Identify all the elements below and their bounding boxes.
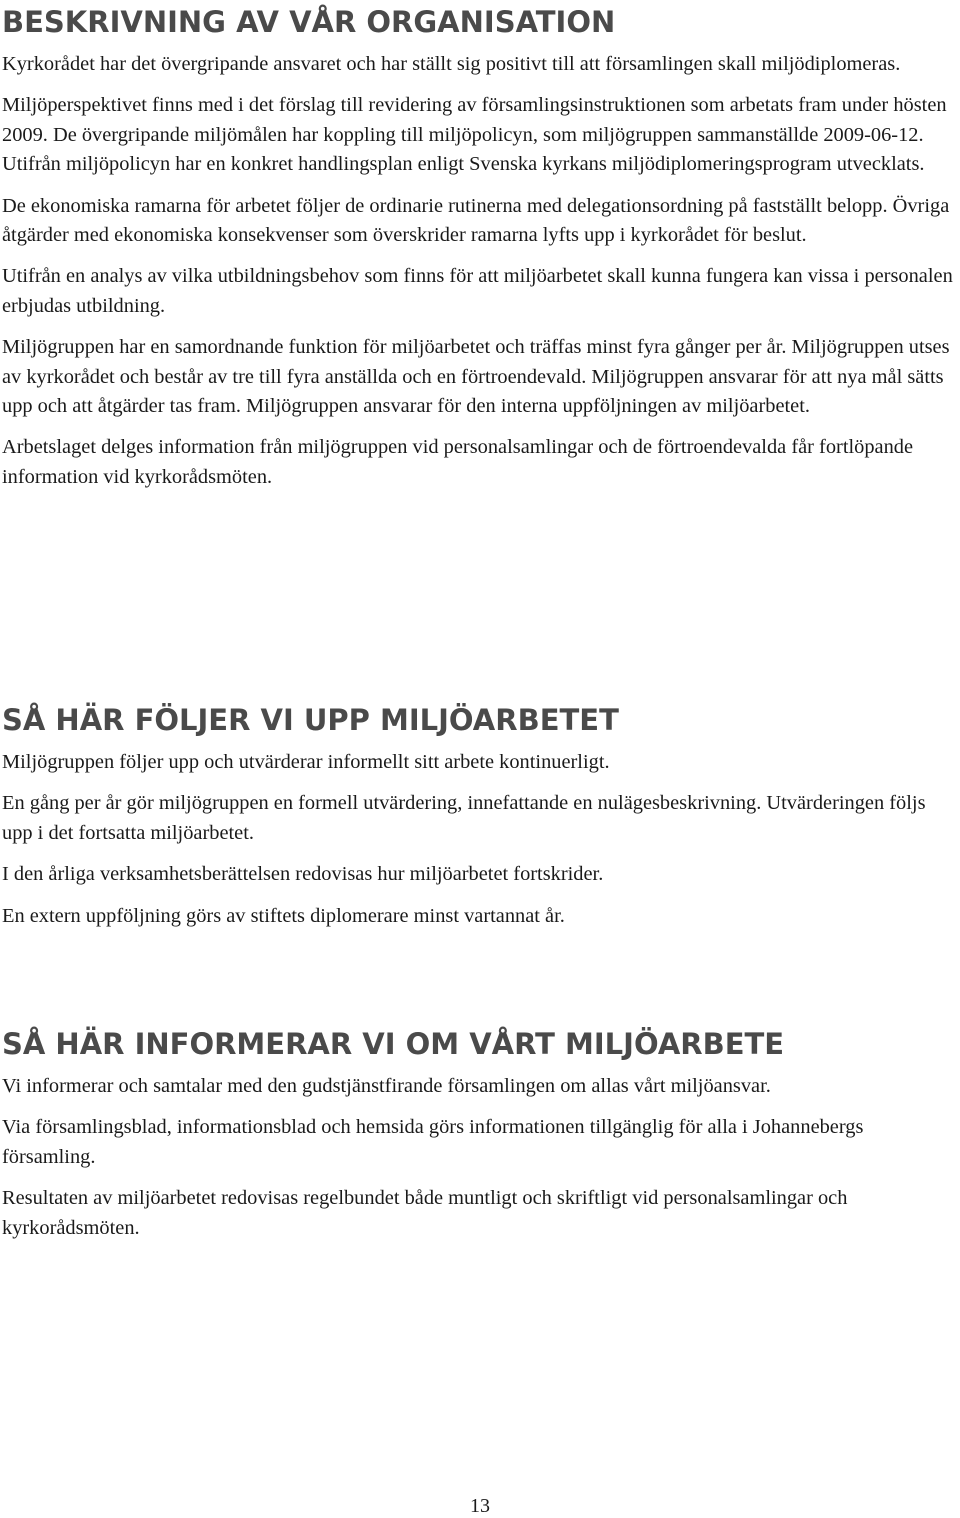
section-follow-up [2, 700, 957, 943]
paragraph: En extern uppföljning görs av stiftets diplomerare minst vartannat år. [2, 904, 565, 927]
page-number: 13 [470, 1495, 490, 1517]
paragraph: De ekonomiska ramarna för arbetet följer de ordinarie rutinerna med delegationsordning på fastställt belopp. Övriga åtgärder med ekonomiska konsekvenser som överskrider ramarna lyfts upp i kyrkorådet för beslut. [2, 194, 950, 247]
section-information [2, 1024, 957, 1255]
paragraph: Miljögruppen har en samordnande funktion för miljöarbetet och träffas minst fyra gånger per år. Miljögruppen utses av kyrkorådet och består av tre till fyra anställda och en förtroendevald. Miljögruppen ansvarar för att nya mål sätts upp och att åtgärder tas fram. Miljögruppen ansvarar för den interna uppföljningen av miljöarbetet. [2, 336, 950, 418]
paragraph: En gång per år gör miljögruppen en formell utvärdering, innefattande en nulägesbeskrivning. Utvärderingen följs upp i det fortsatta miljöarbetet. [2, 792, 926, 844]
paragraph: Miljögruppen följer upp och utvärderar informellt sitt arbete kontinuerligt. [2, 751, 610, 773]
paragraph: Arbetslaget delges information från miljögruppen vid personalsamlingar och de förtroendevalda får fortlöpande information vid kyrkorådsmöten. [2, 436, 914, 488]
paragraph: Kyrkorådet har det övergripande ansvaret och har ställt sig positivt till att församlingen skall miljödiplomeras. [2, 53, 901, 75]
paragraph: Vi informerar och samtalar med den gudstjänstfirande församlingen om allas vårt miljöansvar. [2, 1075, 771, 1097]
paragraph: I den årliga verksamhetsberättelsen redovisas hur miljöarbetet fortskrider. [2, 863, 604, 886]
paragraph: Resultaten av miljöarbetet redovisas regelbundet både muntligt och skriftligt vid personalsamlingar och kyrkorådsmöten. [2, 1187, 848, 1239]
paragraph: Via församlingsblad, informationsblad och hemsida görs informationen tillgänglig för alla i Johannebergs församling. [2, 1116, 864, 1168]
section-heading: BESKRIVNING AV VÅR ORGANISATION [2, 5, 616, 39]
paragraph: Miljöperspektivet finns med i det förslag till revidering av församlingsinstruktionen som arbetats fram under hösten 2009. De övergripande miljömålen har koppling till miljöpolicyn, som miljögruppen sammanställde 2009-06-12. Utifrån miljöpolicyn har en konkret handlingsplan enligt Svenska kyrkans miljödiplomeringsprogram utvecklats. [2, 94, 947, 176]
paragraph: Utifrån en analys av vilka utbildningsbehov som finns för att miljöarbetet skall kunna fungera kan vissa i personalen erbjudas utbildning. [2, 265, 953, 317]
section-heading: SÅ HÄR FÖLJER VI UPP MILJÖARBETET [2, 703, 619, 737]
section-heading: SÅ HÄR INFORMERAR VI OM VÅRT MILJÖARBETE [2, 1027, 785, 1061]
section-organisation [2, 2, 957, 504]
